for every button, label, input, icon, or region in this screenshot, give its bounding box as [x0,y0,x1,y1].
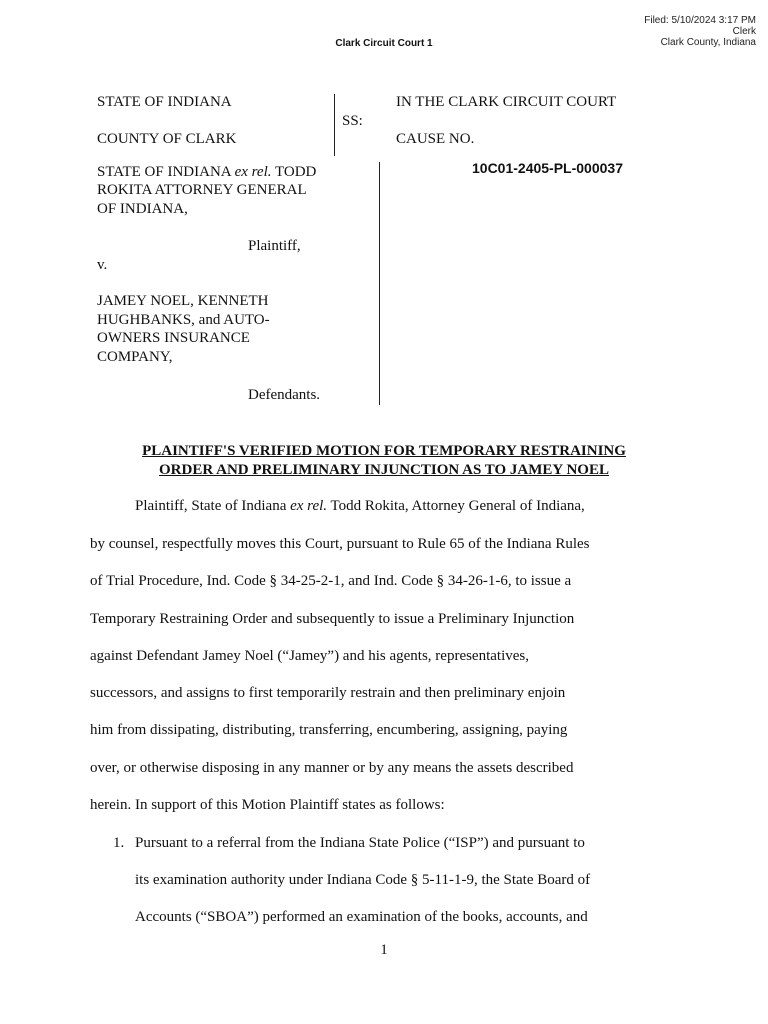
list-item-line: Accounts (“SBOA”) performed an examination of the books, accounts, and [135,909,588,925]
plaintiff-name-part: TODD [271,164,317,180]
plaintiff-name-part: STATE OF INDIANA [97,164,235,180]
motion-title [0,442,768,479]
caption-parties-divider [379,162,380,405]
filing-stamp-county: Clark County, Indiana [660,37,756,48]
body-line [135,498,585,515]
caption-ss: SS: [342,113,363,129]
body-text: Todd Rokita, Attorney General of Indiana, [327,498,585,514]
caption-defendant-line2: HUGHBANKS, and AUTO- [97,312,270,328]
body-line: by counsel, respectfully moves this Court, pursuant to Rule 65 of the Indiana Rules [90,536,590,552]
caption-cause-label: CAUSE NO. [396,131,475,147]
caption-plaintiff-line2: ROKITA ATTORNEY GENERAL [97,182,307,198]
motion-title-line2: ORDER AND PRELIMINARY INJUNCTION AS TO JAMEY NOEL [159,461,609,478]
caption-defendant-line4: COMPANY, [97,349,173,365]
court-header: Clark Circuit Court 1 [335,38,433,49]
body-text: Plaintiff, State of Indiana [135,498,291,514]
list-item-number: 1. [113,835,125,851]
caption-plaintiff-line3: OF INDIANA, [97,201,188,217]
body-line: over, or otherwise disposing in any manner or by any means the assets described [90,760,574,776]
page-number: 1 [380,942,388,958]
caption-versus: v. [97,257,108,273]
filing-stamp-clerk: Clerk [732,26,756,37]
caption-state: STATE OF INDIANA [97,94,232,110]
body-line: against Defendant Jamey Noel (“Jamey”) and his agents, representatives, [90,648,529,664]
body-line: him from dissipating, distributing, transferring, encumbering, assigning, paying [90,722,568,738]
caption-defendant-role: Defendants. [248,387,321,403]
list-item-line: Pursuant to a referral from the Indiana State Police (“ISP”) and pursuant to [135,835,585,851]
caption-court: IN THE CLARK CIRCUIT COURT [396,94,617,110]
body-line: Temporary Restraining Order and subsequently to issue a Preliminary Injunction [90,611,575,627]
plaintiff-ex-rel: ex rel. [234,164,272,180]
cause-number: 10C01-2405-PL-000037 [472,160,623,176]
list-item-line: its examination authority under Indiana Code § 5-11-1-9, the State Board of [135,872,591,888]
caption-defendant-line1: JAMEY NOEL, KENNETH [97,293,269,309]
motion-title-line1: PLAINTIFF'S VERIFIED MOTION FOR TEMPORARY RESTRAINING [142,443,626,459]
caption-county: COUNTY OF CLARK [97,131,237,147]
caption-venue-divider [334,94,335,156]
caption-plaintiff-line1 [97,163,316,182]
body-line: successors, and assigns to first temporarily restrain and then preliminary enjoin [90,685,566,701]
caption-plaintiff-role: Plaintiff, [248,238,301,254]
body-ex-rel: ex rel. [290,498,328,514]
filing-stamp-date: Filed: 5/10/2024 3:17 PM [644,15,756,26]
caption-defendant-line3: OWNERS INSURANCE [97,330,250,346]
body-line: of Trial Procedure, Ind. Code § 34-25-2-1, and Ind. Code § 34-26-1-6, to issue a [90,573,572,589]
body-line: herein. In support of this Motion Plaintiff states as follows: [90,797,445,813]
